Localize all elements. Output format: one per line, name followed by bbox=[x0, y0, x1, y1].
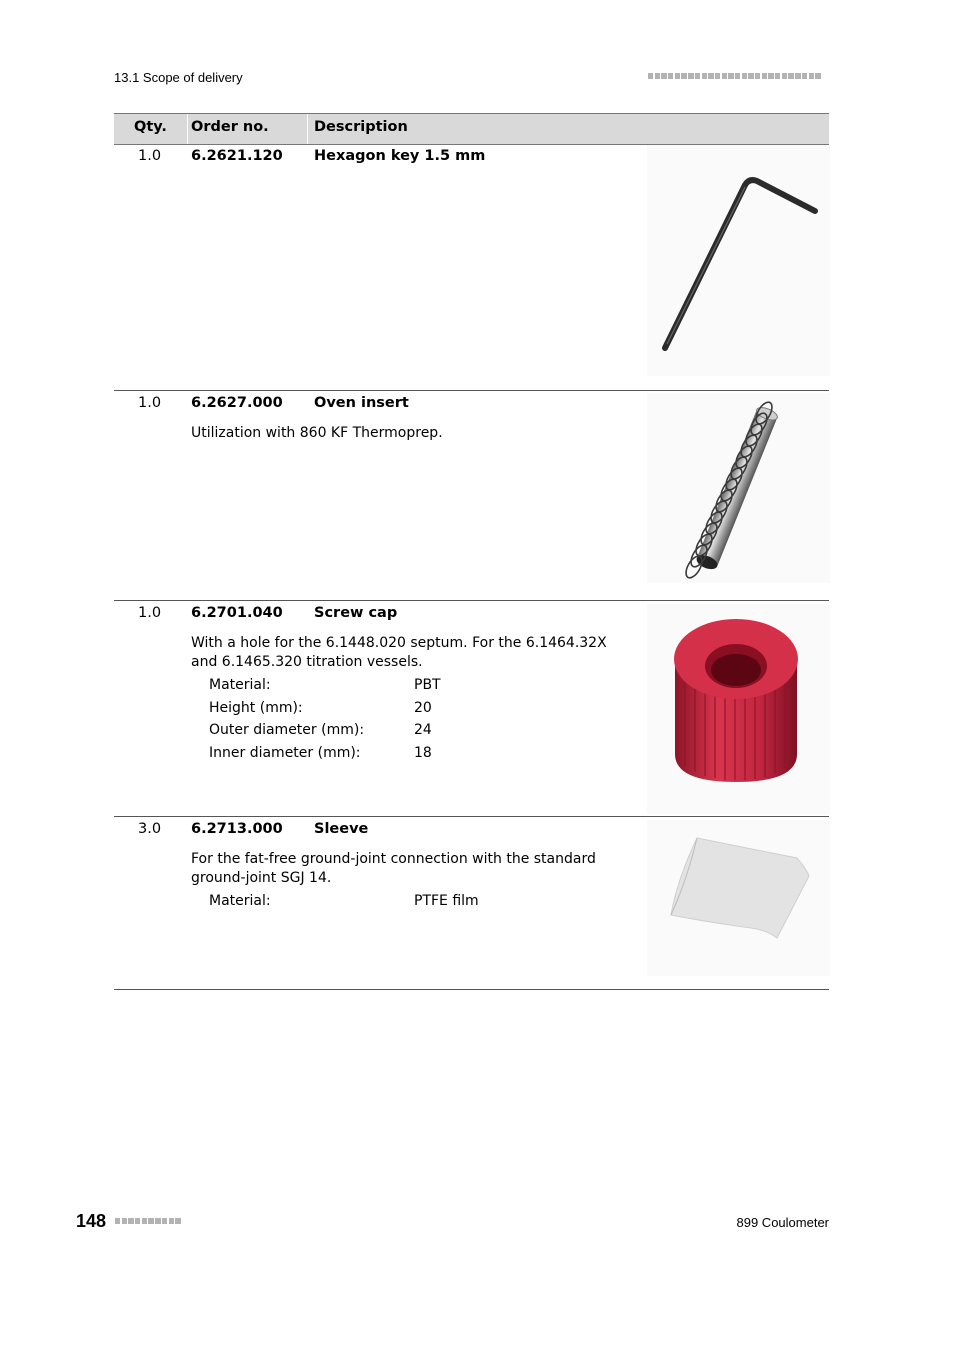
row-order-no: 6.2627.000 bbox=[191, 395, 283, 411]
oven-insert-photo bbox=[647, 393, 830, 583]
row-description: For the fat-free ground-joint connection with the standard ground-joint SGJ 14. bbox=[191, 851, 596, 886]
row-qty: 1.0 bbox=[138, 605, 162, 621]
property-value: PBT bbox=[414, 677, 441, 693]
row-order-no: 6.2701.040 bbox=[191, 605, 283, 621]
row-qty: 1.0 bbox=[138, 395, 162, 411]
row-item-name: Screw cap bbox=[314, 605, 398, 621]
running-header-section: 13.1 Scope of delivery bbox=[114, 70, 243, 85]
screw-cap-photo bbox=[647, 604, 830, 814]
sleeve-photo bbox=[647, 820, 830, 976]
row-item-name: Hexagon key 1.5 mm bbox=[314, 148, 486, 164]
property-label: Inner diameter (mm): bbox=[209, 745, 361, 762]
table-header bbox=[114, 113, 829, 145]
row-item-name: Oven insert bbox=[314, 395, 409, 411]
column-header-qty: Qty. bbox=[134, 119, 167, 135]
row-item-name: Sleeve bbox=[314, 821, 369, 837]
row-description: Utilization with 860 KF Thermoprep. bbox=[191, 425, 443, 441]
row-qty: 1.0 bbox=[138, 148, 162, 164]
row-description: With a hole for the 6.1448.020 septum. For the 6.1464.32X and 6.1465.320 titration vessels. bbox=[191, 635, 607, 670]
property-value: 20 bbox=[414, 699, 432, 716]
property-label: Material: bbox=[209, 677, 271, 693]
property-label: Material: bbox=[209, 893, 271, 909]
footer-decoration bbox=[115, 1218, 181, 1224]
header-decoration bbox=[648, 73, 821, 79]
property-label: Height (mm): bbox=[209, 699, 303, 716]
row-order-no: 6.2621.120 bbox=[191, 148, 283, 164]
property-value: 24 bbox=[414, 722, 432, 739]
row-qty: 3.0 bbox=[138, 821, 162, 837]
page-number: 148 bbox=[76, 1211, 107, 1231]
column-header-description: Description bbox=[314, 119, 408, 135]
footer-product-name: 899 Coulometer bbox=[736, 1215, 829, 1230]
row-order-no: 6.2713.000 bbox=[191, 821, 283, 837]
property-value: 18 bbox=[414, 745, 432, 762]
column-header-order-no: Order no. bbox=[191, 119, 269, 135]
property-label: Outer diameter (mm): bbox=[209, 722, 365, 739]
property-value: PTFE film bbox=[414, 893, 479, 909]
hexagon-key-photo bbox=[647, 145, 830, 376]
